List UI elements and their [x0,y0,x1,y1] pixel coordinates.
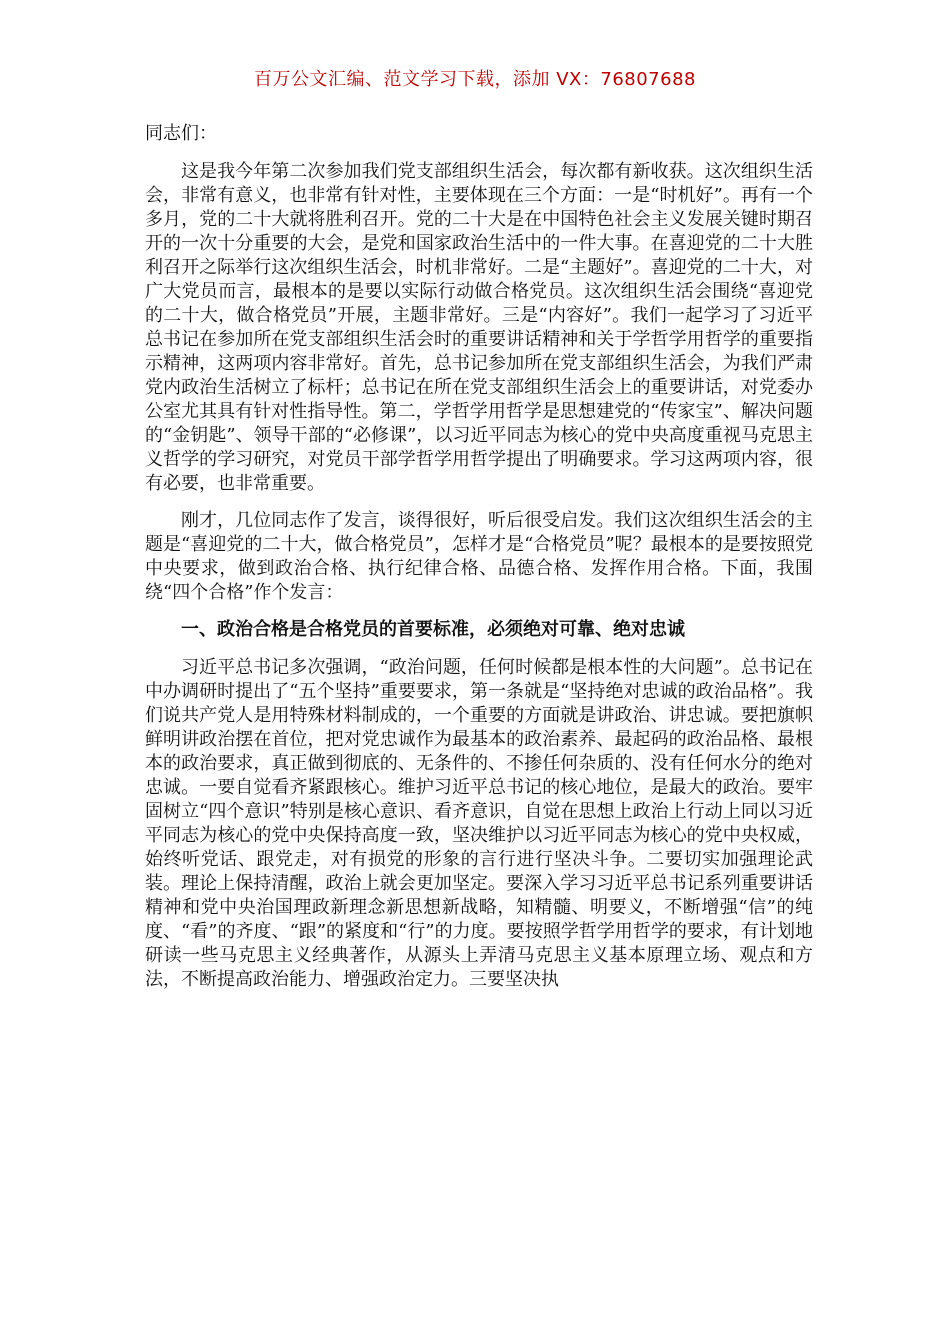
paragraph-3: 习近平总书记多次强调，“政治问题，任何时候都是根本性的大问题”。总书记在中办调研时提出了“五个坚持”重要要求，第一条就是“坚持绝对忠诚的政治品格”。我们说共产党人是用特殊材料制成的，一个重要的方面就是讲政治、讲忠诚。要把旗帜鲜明讲政治摆在首位，把对党忠诚作为最基本的政治素养、最起码的政治品格、最根本的政治要求，真正做到彻底的、无条件的、不掺任何杂质的、没有任何水分的绝对忠诚。一要自觉看齐紧跟核心。维护习近平总书记的核心地位，是最大的政治。要牢固树立“四个意识”特别是核心意识、看齐意识，自觉在思想上政治上行动上同以习近平同志为核心的党中央保持高度一致，坚决维护以习近平同志为核心的党中央权威，始终听党话、跟党走，对有损党的形象的言行进行坚决斗争。二要切实加强理论武装。理论上保持清醒，政治上就会更加坚定。要深入学习习近平总书记系列重要讲话精神和党中央治国理政新理念新思想新战略，知精髓、明要义，不断增强“信”的纯度、“看”的齐度、“跟”的紧度和“行”的力度。要按照学哲学用哲学的要求，有计划地研读一些马克思主义经典著作，从源头上弄清马克思主义基本原理立场、观点和方法，不断提高政治能力、增强政治定力。三要坚决执 [145,657,813,990]
salutation: 同志们： [145,123,217,144]
section-heading-1: 一、政治合格是合格党员的首要标准，必须绝对可靠、绝对忠诚 [181,619,685,640]
document-body [145,122,813,1005]
paragraph-2: 刚才，几位同志作了发言，谈得很好，听后很受启发。我们这次组织生活会的主题是“喜迎党的二十大，做合格党员”，怎样才是“合格党员”呢？最根本的是要按照党中央要求，做到政治合格、执行纪律合格、品德合格、发挥作用合格。下面，我围绕“四个合格”作个发言： [145,510,813,603]
paragraph-1: 这是我今年第二次参加我们党支部组织生活会，每次都有新收获。这次组织生活会，非常有意义，也非常有针对性，主要体现在三个方面：一是“时机好”。再有一个多月，党的二十大就将胜利召开。党的二十大是在中国特色社会主义发展关键时期召开的一次十分重要的大会，是党和国家政治生活中的一件大事。在喜迎党的二十大胜利召开之际举行这次组织生活会，时机非常好。二是“主题好”。喜迎党的二十大，对广大党员而言，最根本的是要以实际行动做合格党员。这次组织生活会围绕“喜迎党的二十大，做合格党员”开展，主题非常好。三是“内容好”。我们一起学习了习近平总书记在参加所在党支部组织生活会时的重要讲话精神和关于学哲学用哲学的重要指示精神，这两项内容非常好。首先，总书记参加所在党支部组织生活会，为我们严肃党内政治生活树立了标杆；总书记在所在党支部组织生活会上的重要讲话，对党委办公室尤其具有针对性指导性。第二，学哲学用哲学是思想建党的“传家宝”、解决问题的“金钥匙”、领导干部的“必修课”，以习近平同志为核心的党中央高度重视马克思主义哲学的学习研究，对党员干部学哲学用哲学提出了明确要求。学习这两项内容，很有必要，也非常重要。 [145,161,813,494]
header-banner: 百万公文汇编、范文学习下载，添加 VX：76807688 [254,69,696,90]
